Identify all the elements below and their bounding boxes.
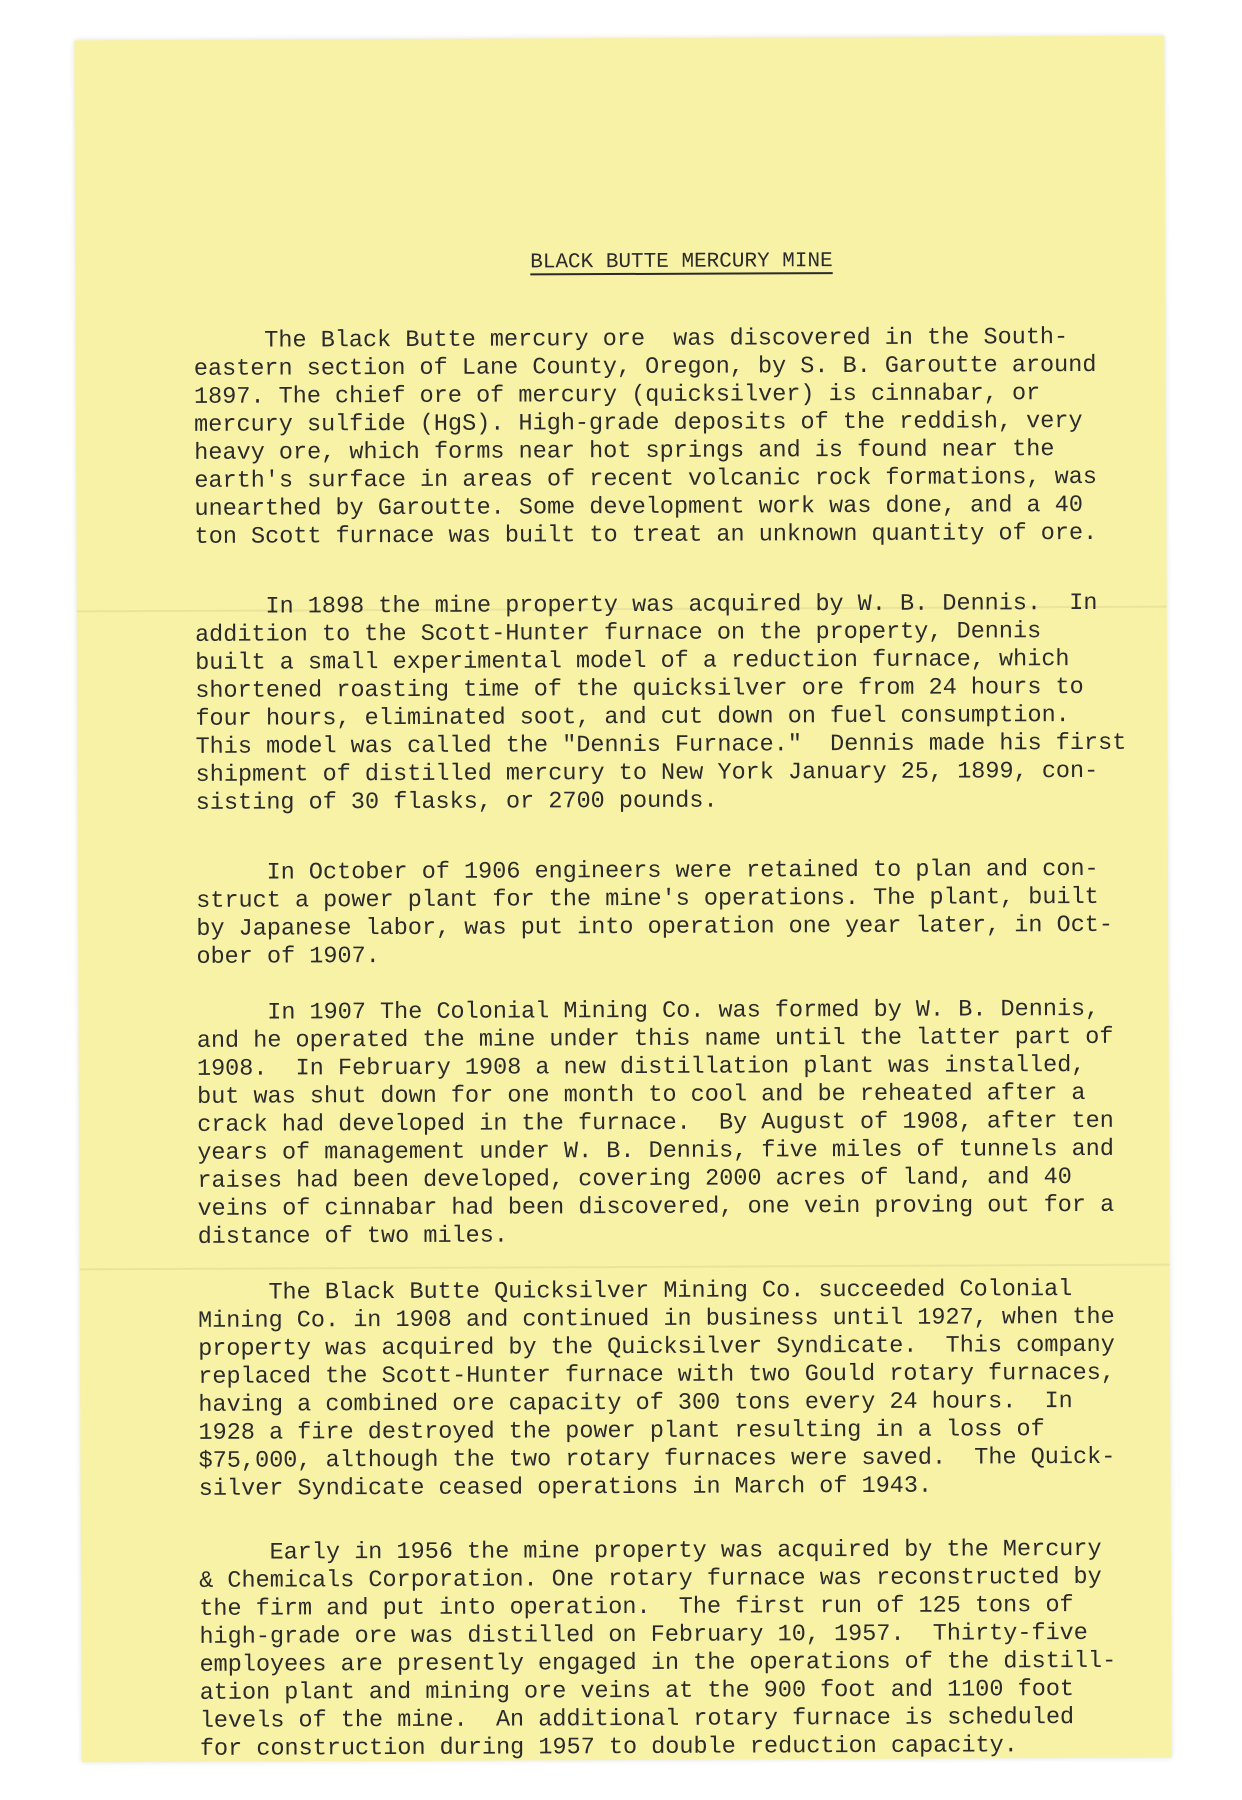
document-body <box>164 36 1127 1763</box>
text-line: In 1907 The Colonial Mining Co. was formed by W. B. Dennis, <box>168 995 1100 1027</box>
text-line: for construction during 1957 to double reduction capacity. <box>171 1732 1018 1763</box>
text-line: veins of cinnabar had been discovered, one vein proving out for a <box>169 1191 1115 1223</box>
text-line: crack had developed in the furnace. By August of 1908, after ten <box>168 1107 1114 1139</box>
text-line: the firm and put into operation. The first run of 125 tons of <box>171 1592 1074 1623</box>
text-line: ton Scott furnace was built to treat an unknown quantity of ore. <box>166 519 1098 551</box>
text-line: earth's surface in areas of recent volcanic rock formations, was <box>166 463 1097 495</box>
text-line: In 1898 the mine property was acquired by W. B. Dennis. In <box>166 589 1098 621</box>
document-title: BLACK BUTTE MERCURY MINE <box>530 250 833 275</box>
text-line: In October of 1906 engineers were retained to plan and con- <box>167 855 1099 887</box>
text-line: The Black Butte Quicksilver Mining Co. succeeded Colonial <box>169 1276 1073 1307</box>
text-line: ation plant and mining ore veins at the 900 foot and 1100 foot <box>171 1676 1075 1707</box>
text-line: mercury sulfide (HgS). High-grade deposits of the reddish, very <box>165 407 1083 439</box>
text-line: shortened roasting time of the quicksilver ore from 24 hours to <box>167 673 1084 705</box>
text-line: raises had been developed, covering 2000 acres of land, and 40 <box>169 1164 1072 1195</box>
text-line: ober of 1907. <box>168 943 380 971</box>
text-line: employees are presently engaged in the operations of the distill- <box>171 1647 1117 1679</box>
text-line: unearthed by Garoutte. Some development work was done, and a 40 <box>166 491 1084 523</box>
text-line: property was acquired by the Quicksilver Syndicate. This company <box>169 1331 1115 1363</box>
text-line: but was shut down for one month to cool and be reheated after a <box>168 1079 1086 1111</box>
text-line: eastern section of Lane County, Oregon, by S. B. Garoutte around <box>165 351 1097 383</box>
text-line: Mining Co. in 1908 and continued in business until 1927, when the <box>169 1303 1115 1335</box>
text-line: Early in 1956 the mine property was acquired by the Mercury <box>170 1535 1102 1567</box>
text-line: 1928 a fire destroyed the power plant resulting in a loss of <box>170 1416 1045 1447</box>
text-line: replaced the Scott-Hunter furnace with two Gould rotary furnaces, <box>170 1359 1115 1391</box>
paper-fold-lower <box>80 1264 1170 1271</box>
text-line: This model was called the "Dennis Furnace." Dennis made his first <box>167 729 1127 761</box>
text-line: heavy ore, which forms near hot springs and is found near the <box>165 436 1055 467</box>
text-line: years of management under W. B. Dennis, five miles of tunnels and <box>169 1135 1115 1167</box>
text-line: 1897. The chief ore of mercury (quicksilver) is cinnabar, or <box>165 380 1041 411</box>
text-line: and he operated the mine under this name until the latter part of <box>168 1023 1114 1055</box>
text-line: four hours, eliminated soot, and cut down on fuel consumption. <box>167 702 1070 733</box>
text-line: by Japanese labor, was put into operation one year later, in Oct- <box>168 911 1114 943</box>
text-line: distance of two miles. <box>169 1222 508 1251</box>
text-line: 1908. In February 1908 a new distillation plant was installed, <box>168 1051 1086 1083</box>
text-line: & Chemicals Corporation. One rotary furnace was reconstructed by <box>170 1563 1102 1595</box>
text-line: high-grade ore was distilled on February 10, 1957. Thirty-five <box>171 1619 1088 1651</box>
typed-page <box>74 36 1172 1763</box>
text-line: shipment of distilled mercury to New York January 25, 1899, con- <box>167 757 1099 789</box>
text-line: sisting of 30 flasks, or 2700 pounds. <box>167 787 718 817</box>
text-line: silver Syndicate ceased operations in March of 1943. <box>170 1472 933 1503</box>
text-line: struct a power plant for the mine's operations. The plant, built <box>167 883 1099 915</box>
text-line: levels of the mine. An additional rotary furnace is scheduled <box>171 1704 1075 1735</box>
text-line: having a combined ore capacity of 300 tons every 24 hours. In <box>170 1388 1073 1419</box>
text-line: The Black Butte mercury ore was discovered in the South- <box>165 324 1069 355</box>
text-line: built a small experimental model of a reduction furnace, which <box>166 646 1070 677</box>
text-line: $75,000, although the two rotary furnaces were saved. The Quick- <box>170 1443 1116 1475</box>
text-line: addition to the Scott-Hunter furnace on the property, Dennis <box>166 618 1042 649</box>
